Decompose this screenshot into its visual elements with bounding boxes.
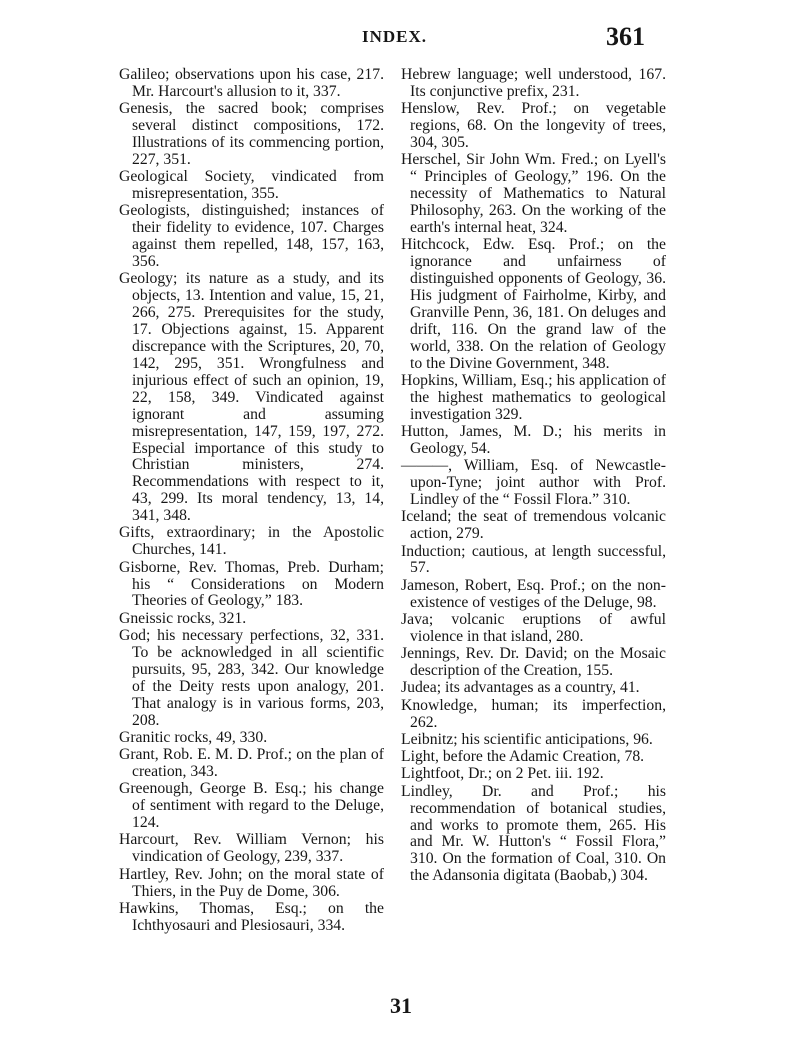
- index-entry: Galileo; observations upon his case, 217. Mr. Harcourt's allusion to it, 337.: [119, 66, 384, 100]
- index-entry: Henslow, Rev. Prof.; on vegetable regions, 68. On the longevity of trees, 304, 305.: [401, 100, 666, 152]
- index-entry: Greenough, George B. Esq.; his change of sentiment with regard to the Deluge, 124.: [119, 780, 384, 832]
- page-header: [0, 22, 800, 52]
- index-entry: Hawkins, Thomas, Esq.; on the Ichthyosauri and Plesiosauri, 334.: [119, 899, 384, 934]
- index-entry: Lindley, Dr. and Prof.; his recommendation of botanical studies, and works to promote them, 265. His and Mr. W. Hutton's “ Fossil Flora,” 310. On the formation of Coal, 310. On the Adansonia digitata (Baobab,) 304.: [401, 782, 666, 885]
- index-entry: Genesis, the sacred book; comprises several distinct compositions, 172. Illustrations of its commencing portion, 227, 351.: [119, 100, 384, 168]
- index-entry: Hutton, James, M. D.; his merits in Geology, 54.: [401, 422, 666, 457]
- index-entry: Granitic rocks, 49, 330.: [119, 728, 268, 746]
- index-entry: Hitchcock, Edw. Esq. Prof.; on the ignorance and unfairness of distinguished opponents of Geology, 36. His judgment of Fairholme, Kirby, and Granville Penn, 36, 181. On deluges and drift, 116. On the grand law of the world, 338. On the relation of Geology to the Divine Government, 348.: [401, 236, 666, 372]
- index-entry: Harcourt, Rev. William Vernon; his vindication of Geology, 239, 337.: [119, 831, 384, 866]
- index-entry: Iceland; the seat of tremendous volcanic action, 279.: [401, 508, 666, 543]
- index-entry: Hebrew language; well understood, 167. Its conjunctive prefix, 231.: [401, 66, 666, 100]
- index-entry: Judea; its advantages as a country, 41.: [401, 679, 640, 697]
- index-entry: Hopkins, William, Esq.; his application of the highest mathematics to geological investigation 329.: [401, 371, 666, 423]
- index-entry: ———, William, Esq. of Newcastle-upon-Tyne; joint author with Prof. Lindley of the “ Fossil Flora.” 310.: [401, 457, 666, 508]
- index-entry: Herschel, Sir John Wm. Fred.; on Lyell's “ Principles of Geology,” 196. On the necessity of Mathematics to Natural Philosophy, 263. On the working of the earth's internal heat, 324.: [401, 151, 666, 236]
- index-entry: Hartley, Rev. John; on the moral state of Thiers, in the Puy de Dome, 306.: [119, 865, 384, 900]
- index-entry: Induction; cautious, at length successful, 57.: [401, 542, 666, 577]
- index-entry: Grant, Rob. E. M. D. Prof.; on the plan of creation, 343.: [119, 746, 384, 781]
- index-entry: Geology; its nature as a study, and its objects, 13. Intention and value, 15, 21, 266, 275. Prerequisites for the study, 17. Objections against, 15. Apparent discrepance with the Scriptures, 20, 70, 142, 295, 351. Wrongfulness and injurious effect of such an opinion, 19, 22, 158, 349. Vindicated against ignorant and assuming misrepresentation, 147, 159, 197, 272. Especial importance of this study to Christian ministers, 274. Recommendations with respect to it, 43, 299. Its moral tendency, 13, 14, 341, 348.: [119, 270, 384, 525]
- index-entry: Geological Society, vindicated from misrepresentation, 355.: [119, 168, 384, 203]
- index-entry: Gisborne, Rev. Thomas, Preb. Durham; his “ Considerations on Modern Theories of Geology,” 183.: [119, 558, 384, 610]
- index-entry: Jennings, Rev. Dr. David; on the Mosaic description of the Creation, 155.: [401, 645, 666, 680]
- index-entry: Light, before the Adamic Creation, 78.: [401, 748, 645, 766]
- index-entry: Gneissic rocks, 321.: [119, 609, 247, 627]
- index-entry: Knowledge, human; its imperfection, 262.: [401, 696, 666, 731]
- index-entry: Gifts, extraordinary; in the Apostolic Churches, 141.: [119, 524, 384, 559]
- index-entry: God; his necessary perfections, 32, 331. To be acknowledged in all scientific pursuits, 95, 283, 342. Our knowledge of the Deity rests upon analogy, 201. That analogy is in various forms, 203, 208.: [119, 627, 384, 729]
- index-entry: Geologists, distinguished; instances of their fidelity to evidence, 107. Charges against them repelled, 148, 157, 163, 356.: [119, 202, 384, 271]
- index-entry: Jameson, Robert, Esq. Prof.; on the non-existence of vestiges of the Deluge, 98.: [401, 576, 666, 611]
- running-title: INDEX.: [362, 27, 428, 46]
- index-column-left: [119, 67, 384, 935]
- index-entry: Leibnitz; his scientific anticipations, 96.: [401, 730, 653, 748]
- index-entry: Lightfoot, Dr.; on 2 Pet. iii. 192.: [401, 765, 604, 783]
- index-entry: Java; volcanic eruptions of awful violence in that island, 280.: [401, 610, 666, 645]
- index-column-right: [401, 67, 666, 886]
- page-number: 361: [606, 22, 645, 51]
- signature-mark: 31: [390, 993, 412, 1018]
